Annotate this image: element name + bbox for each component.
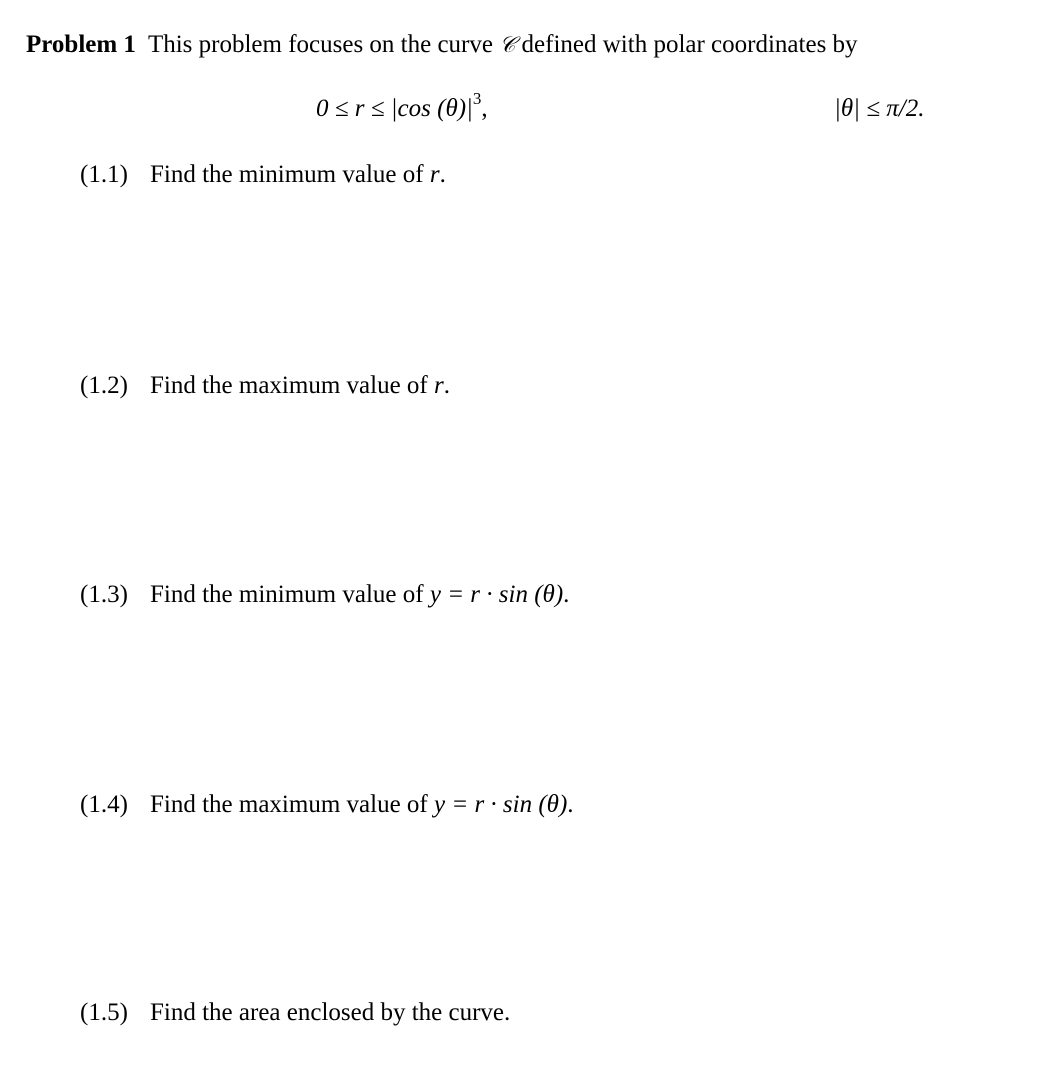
question-math: r [433, 372, 444, 399]
question-end: . [567, 791, 574, 818]
equation-left-text: 0 ≤ r ≤ |cos (θ)| [316, 95, 473, 122]
question-end: . [443, 372, 450, 399]
question-text: Find the maximum value of [150, 372, 428, 399]
question-1-1 [80, 160, 446, 190]
question-1-3 [80, 580, 569, 610]
equation-theta-bound [834, 94, 924, 124]
question-number: (1.3) [80, 581, 128, 608]
equation-radius-bound [316, 89, 488, 126]
problem-statement [26, 30, 858, 61]
question-math: y = r · sin (θ) [429, 581, 564, 608]
question-math: y = r · sin (θ) [433, 791, 568, 818]
question-number: (1.4) [80, 791, 128, 818]
question-text: Find the area enclosed by the curve. [150, 999, 511, 1026]
question-number: (1.2) [80, 372, 128, 399]
question-math: r [429, 161, 440, 188]
equation-comma: , [481, 95, 488, 122]
curve-symbol: 𝒞 [499, 33, 516, 58]
equation-right-text: |θ| ≤ π/2. [834, 95, 925, 122]
question-1-5 [80, 998, 510, 1028]
equation-exponent: 3 [472, 89, 482, 108]
question-1-2 [80, 371, 450, 401]
question-text: Find the minimum value of [150, 581, 424, 608]
question-text: Find the maximum value of [150, 791, 428, 818]
problem-intro-text: This problem focuses on the curve [147, 31, 493, 58]
question-1-4 [80, 790, 574, 820]
question-number: (1.5) [80, 999, 128, 1026]
question-end: . [563, 581, 570, 608]
question-number: (1.1) [80, 161, 128, 188]
question-end: . [439, 161, 446, 188]
problem-intro-tail: defined with polar coordinates by [521, 31, 858, 58]
question-text: Find the minimum value of [150, 161, 424, 188]
problem-label: Problem 1 [26, 31, 136, 58]
